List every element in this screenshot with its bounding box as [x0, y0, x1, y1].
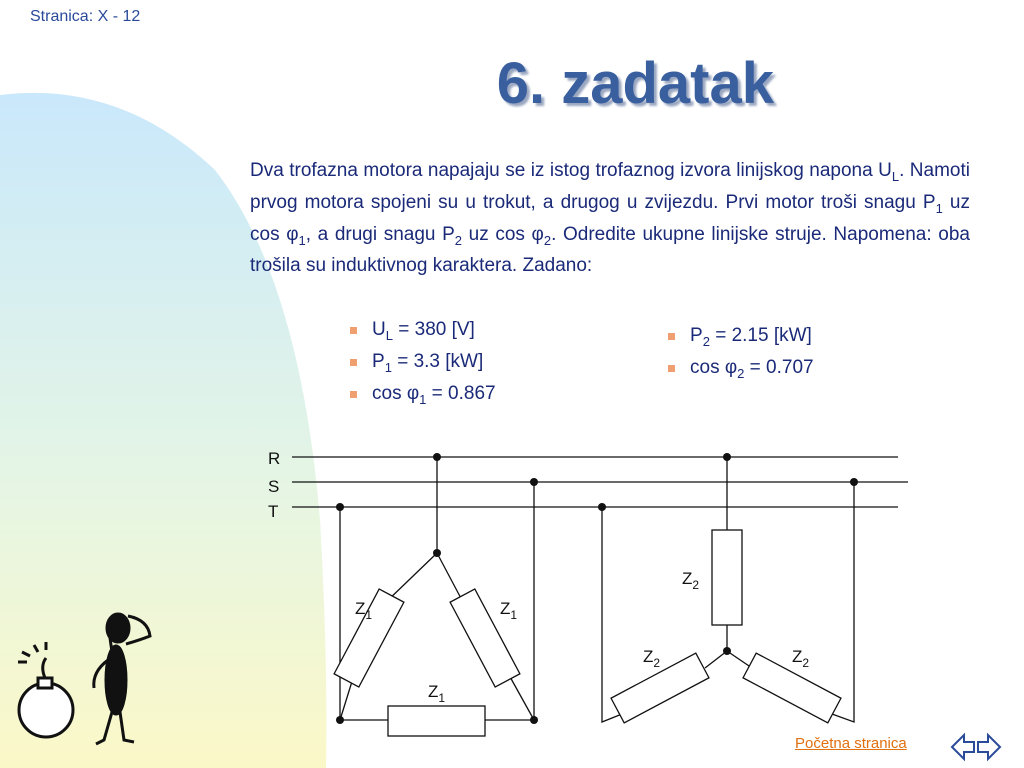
slide-title: 6. zadatak: [496, 51, 774, 116]
bullet-icon: [668, 365, 675, 372]
page-counter: Stranica: X - 12: [30, 8, 141, 25]
z1-left-resistor: [334, 589, 404, 687]
bullet-icon: [350, 359, 357, 366]
problem-statement: Dva trofazna motora napajaju se iz istog trofaznog izvora linijskog napona $U_L$. Namoti prvog motora spojeni su u trokut, a drugog u zvijezdu. Prvi motor troši snagu $P_1$ uz $\cos \varphi_1$, a drugi snagu $P_2$ uz $\cos \varphi_2$. Odredite ukupne linijske struje. Napomena: oba trošila su induktivnog karaktera. Zadano:: [250, 160, 970, 277]
junction-dot: [850, 478, 858, 486]
z2-label-left: $Z_2$: [643, 647, 661, 670]
right-arrow-icon[interactable]: [978, 735, 1000, 759]
cartoon-bomb-man-icon: [0, 600, 170, 760]
junction-dot: [530, 716, 538, 724]
z2-top-resistor: [712, 530, 742, 625]
z1-bottom-resistor: [388, 706, 485, 736]
junction-dot: [598, 503, 606, 511]
line-label-t: T: [268, 502, 279, 521]
junction-dot: [723, 453, 731, 461]
bullet-icon: [668, 333, 675, 340]
z2-label-top: $Z_2$: [682, 569, 700, 592]
junction-dot: [723, 647, 731, 655]
given-p1: $P_1 = 3.3$ [kW]: [340, 346, 496, 378]
left-arrow-icon[interactable]: [952, 735, 974, 759]
z1-label-left: $Z_1$: [355, 599, 373, 622]
given-ul: $U_L = 380$ [V]: [340, 314, 496, 346]
given-values-left: [340, 314, 496, 410]
home-link[interactable]: Početna stranica: [795, 735, 907, 752]
z1-label-bottom: $Z_1$: [428, 682, 446, 705]
bullet-icon: [350, 391, 357, 398]
given-p2: $P_2 = 2.15$ [kW]: [658, 320, 814, 352]
junction-dot: [433, 453, 441, 461]
line-label-s: S: [268, 477, 280, 496]
nav-arrows: [950, 730, 1002, 764]
bullet-icon: [350, 327, 357, 334]
junction-dot: [336, 503, 344, 511]
junction-dot: [433, 549, 441, 557]
given-values-right: [658, 320, 814, 384]
junction-dot: [336, 716, 344, 724]
given-cos-phi2: $\cos \varphi_2 = 0.707$: [658, 352, 814, 384]
z2-label-right: $Z_2$: [792, 647, 810, 670]
z1-label-right: $Z_1$: [500, 599, 518, 622]
given-cos-phi1: $\cos \varphi_1 = 0.867$: [340, 378, 496, 410]
line-label-r: R: [268, 449, 281, 468]
junction-dot: [530, 478, 538, 486]
